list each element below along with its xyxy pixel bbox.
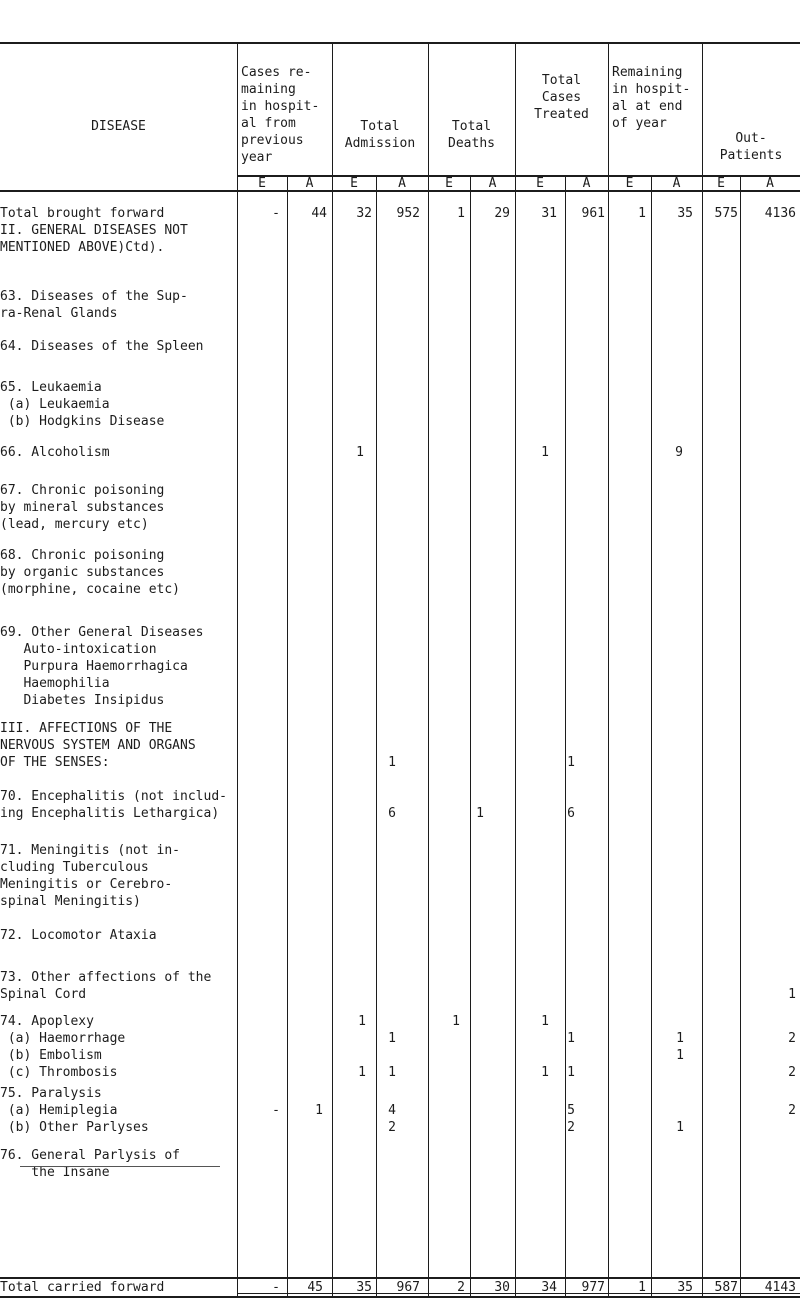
cell-bf-rem-e: - xyxy=(272,206,280,221)
col-rule-12 xyxy=(740,175,741,1296)
header-remaining-end: Remaining in hospit- al at end of year xyxy=(612,65,691,131)
row-label-71: 71. Meningitis (not in- cluding Tuberculous Meningitis or Cerebro- spinal Meningitis) xyxy=(0,843,181,909)
cell-75b-adm-a: 2 xyxy=(388,1120,396,1135)
row-label-68: 68. Chronic poisoning by organic substances (morphine, cocaine etc) xyxy=(0,548,181,597)
cell-74c-adm-e: 1 xyxy=(358,1065,366,1080)
cell-bf-end-e: 1 xyxy=(638,206,646,221)
subheader-a: A xyxy=(398,176,406,191)
subheader-e: E xyxy=(350,176,358,191)
cell-cf-end-a: 35 xyxy=(677,1280,693,1295)
carried-values-underline xyxy=(237,1293,800,1294)
row-label-69: 69. Other General Diseases Auto-intoxication Purpura Haemorrhagica Haemophilia Diabetes Insipidus xyxy=(0,625,204,708)
row-label-brought-forward: Total brought forward II. GENERAL DISEASES NOT MENTIONED ABOVE)Ctd). xyxy=(0,206,188,255)
row-label-65: 65. Leukaemia (a) Leukaemia (b) Hodgkins Disease xyxy=(0,380,165,429)
cell-74-dth-e: 1 xyxy=(452,1014,460,1029)
cell-74c-trt-a: 1 xyxy=(567,1065,575,1080)
cell-74a-adm-a: 1 xyxy=(388,1031,396,1046)
header-remaining-previous: Cases re- maining in hospit- al from previous year xyxy=(241,65,320,165)
cell-75a-rem-e: - xyxy=(272,1103,280,1118)
subheader-e: E xyxy=(258,176,266,191)
cell-cf-dth-a: 30 xyxy=(494,1280,510,1295)
subheader-e: E xyxy=(445,176,453,191)
row-label-66: 66. Alcoholism xyxy=(0,445,110,460)
row-label-76: 76. General Parlysis of the Insane xyxy=(0,1148,181,1180)
cell-74a-trt-a: 1 xyxy=(567,1031,575,1046)
subheader-a: A xyxy=(305,176,314,191)
row-76-underline xyxy=(20,1166,220,1167)
subheader-e: E xyxy=(717,176,725,191)
cell-74a-out-e: 1 xyxy=(676,1031,684,1046)
col-rule-1 xyxy=(237,42,238,1296)
cell-66-trt-e: 1 xyxy=(541,445,549,460)
cell-74c-out-a: 2 xyxy=(788,1065,796,1080)
header-disease: DISEASE xyxy=(91,119,146,134)
cell-bf-end-a: 35 xyxy=(677,206,693,221)
cell-66-adm-e: 1 xyxy=(356,445,364,460)
row-label-74: 74. Apoplexy (a) Haemorrhage (b) Embolism (c) Thrombosis xyxy=(0,1014,126,1080)
cell-cf-dth-e: 2 xyxy=(457,1280,465,1295)
cell-70-adm-a: 6 xyxy=(388,806,396,821)
subheader-e: E xyxy=(536,176,544,191)
cell-cf-end-e: 1 xyxy=(638,1280,646,1295)
row-label-72: 72. Locomotor Ataxia xyxy=(0,928,157,943)
cell-75a-rem-a: 1 xyxy=(315,1103,323,1118)
cell-bf-dth-e: 1 xyxy=(457,206,465,221)
col-rule-11 xyxy=(702,42,703,1296)
cell-74a-out-a: 2 xyxy=(788,1031,796,1046)
row-label-64: 64. Diseases of the Spleen xyxy=(0,339,204,354)
subheader-a: A xyxy=(582,176,591,191)
cell-cf-adm-a: 967 xyxy=(396,1280,420,1295)
subheader-a: A xyxy=(488,176,497,191)
cell-74-adm-e: 1 xyxy=(358,1014,366,1029)
cell-73-out-a: 1 xyxy=(788,987,796,1002)
cell-cf-rem-e: - xyxy=(272,1280,280,1295)
col-rule-6 xyxy=(470,175,471,1296)
subheader-e: E xyxy=(625,176,634,191)
row-label-carried-forward: Total carried forward xyxy=(0,1280,165,1295)
cell-74b-out-e: 1 xyxy=(676,1048,684,1063)
row-label-73: 73. Other affections of the Spinal Cord xyxy=(0,970,212,1002)
row-label-75: 75. Paralysis (a) Hemiplegia (b) Other Parlyses xyxy=(0,1086,149,1135)
cell-bf-trt-e: 31 xyxy=(541,206,557,221)
cell-70-dth-a: 1 xyxy=(476,806,484,821)
cell-70-trt-a: 6 xyxy=(567,806,575,821)
cell-cf-trt-e: 34 xyxy=(541,1280,557,1295)
row-label-section-3: III. AFFECTIONS OF THE NERVOUS SYSTEM AND ORGANS OF THE SENSES: xyxy=(0,721,196,770)
cell-bf-rem-a: 44 xyxy=(311,206,327,221)
cell-66-out-e: 9 xyxy=(675,445,683,460)
cell-bf-out-a: 4136 xyxy=(764,206,796,221)
col-rule-2 xyxy=(287,175,288,1296)
cell-75b-trt-a: 2 xyxy=(567,1120,575,1135)
cell-cf-out-a: 4143 xyxy=(764,1280,796,1295)
col-rule-7 xyxy=(515,42,516,1296)
cell-cf-adm-e: 35 xyxy=(356,1280,372,1295)
cell-cf-trt-a: 977 xyxy=(581,1280,605,1295)
header-total-deaths: Total Deaths xyxy=(448,119,495,151)
cell-74c-trt-e: 1 xyxy=(541,1065,549,1080)
cell-bf-adm-e: 32 xyxy=(356,206,372,221)
subheader-a: A xyxy=(672,176,681,191)
row-label-67: 67. Chronic poisoning by mineral substances (lead, mercury etc) xyxy=(0,483,165,532)
cell-75a-trt-a: 5 xyxy=(567,1103,575,1118)
cell-75a-out-a: 2 xyxy=(788,1103,796,1118)
cell-cf-out-e: 587 xyxy=(714,1280,738,1295)
cell-74-trt-e: 1 xyxy=(541,1014,549,1029)
cell-3-adm-a: 1 xyxy=(388,755,396,770)
col-rule-3 xyxy=(332,42,333,1296)
cell-75b-out-e: 1 xyxy=(676,1120,684,1135)
cell-3-trt-a: 1 xyxy=(567,755,575,770)
cell-bf-out-e: 575 xyxy=(714,206,738,221)
cell-cf-rem-a: 45 xyxy=(307,1280,323,1295)
col-rule-5 xyxy=(428,42,429,1296)
cell-74c-adm-a: 1 xyxy=(388,1065,396,1080)
carried-bottom-rule xyxy=(0,1296,800,1298)
row-label-70: 70. Encephalitis (not includ- ing Encephalitis Lethargica) xyxy=(0,789,227,821)
col-rule-9 xyxy=(608,42,609,1296)
table-top-rule xyxy=(0,42,800,44)
cell-bf-trt-a: 961 xyxy=(581,206,605,221)
subheader-a: A xyxy=(766,176,774,191)
header-out-patients: Out- Patients xyxy=(719,131,783,163)
cell-bf-adm-a: 952 xyxy=(396,206,420,221)
header-total-treated: Total Cases Treated xyxy=(534,73,589,122)
cell-75a-adm-a: 4 xyxy=(388,1103,396,1118)
cell-bf-dth-a: 29 xyxy=(494,206,510,221)
row-label-63: 63. Diseases of the Sup- ra-Renal Glands xyxy=(0,289,188,321)
header-total-admission: Total Admission xyxy=(344,119,416,151)
